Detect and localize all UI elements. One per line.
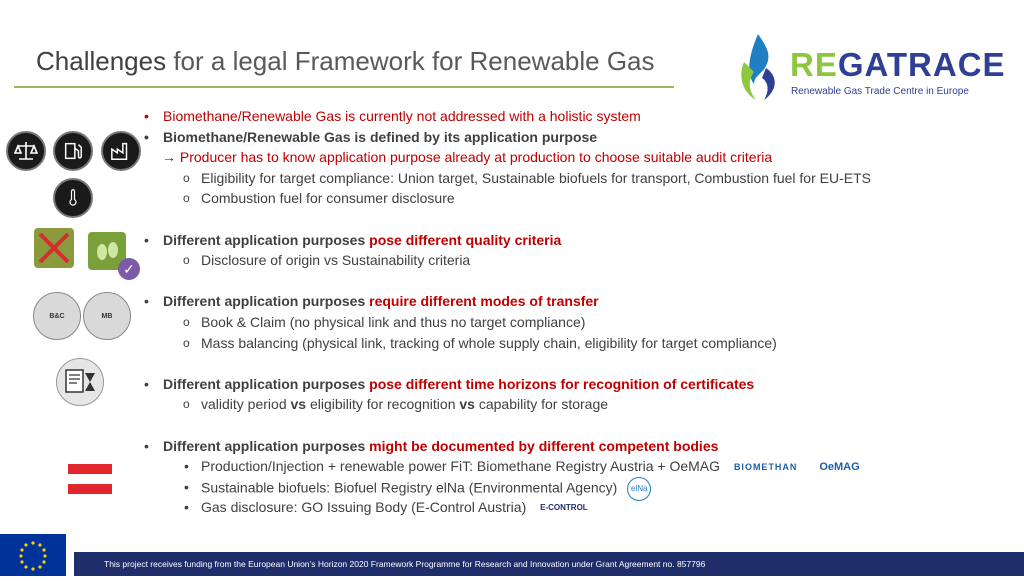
list-item: • Different application purposes require different modes of transfer <box>140 291 1000 312</box>
austria-flag-icon <box>68 464 112 494</box>
checkmark-icon: ✓ <box>118 258 140 280</box>
certificate-hourglass-icon <box>56 358 104 406</box>
book-and-claim-circle: B&C <box>33 292 81 340</box>
list-item: o Disclosure of origin vs Sustainability criteria <box>140 250 1000 271</box>
list-item: o Mass balancing (physical link, tracking of whole supply chain, eligibility for target compliance) <box>140 333 1000 354</box>
list-item: • Different application purposes pose different time horizons for recognition of certificates <box>140 374 1000 395</box>
logo-wordmark: REGATRACE <box>790 46 1006 83</box>
list-item: o Book & Claim (no physical link and thus no target compliance) <box>140 312 1000 333</box>
factory-icon <box>101 131 141 171</box>
list-item: • Different application purposes might be documented by different competent bodies <box>140 436 1000 457</box>
page-title <box>36 46 655 77</box>
list-item: • Different application purposes pose different quality criteria <box>140 230 1000 251</box>
list-item: → Producer has to know application purpose already at production to choose suitable audit criteria <box>162 149 773 166</box>
econtrol-logo: E-CONTROL <box>540 503 588 513</box>
oemag-logo: OeMAG <box>819 461 860 474</box>
list-item: • Gas disclosure: GO Issuing Body (E-Control Austria) E-CONTROL <box>140 497 1000 518</box>
list-item: • Production/Injection + renewable power FiT: Biomethane Registry Austria + OeMAG BIOMETHAN OeMAG <box>140 456 1000 477</box>
title-underline <box>14 86 674 88</box>
flame-icon <box>736 32 786 104</box>
fuel-pump-icon <box>53 131 93 171</box>
title-highlight: Challenges <box>36 46 167 76</box>
scales-icon <box>6 131 46 171</box>
thermometer-icon <box>53 178 93 218</box>
list-item: • Biomethane/Renewable Gas is currently not addressed with a holistic system <box>140 106 1000 127</box>
list-item: • Biomethane/Renewable Gas is defined by its application purpose <box>140 127 1000 148</box>
list-item: • Sustainable biofuels: Biofuel Registry elNa (Environmental Agency) elNa <box>140 477 1000 498</box>
list-item: o Eligibility for target compliance: Union target, Sustainable biofuels for transport, Combustion fuel for EU-ETS <box>140 168 1000 189</box>
mass-balance-circle: MB <box>83 292 131 340</box>
eu-flag-icon <box>0 534 66 576</box>
content-list <box>140 106 1000 518</box>
title-rest: for a legal Framework for Renewable Gas <box>166 46 655 76</box>
regatrace-logo <box>736 32 1006 104</box>
biomethan-logo: BIOMETHAN <box>733 462 798 473</box>
list-item: o Combustion fuel for consumer disclosure <box>140 188 1000 209</box>
list-item: o validity period vs eligibility for recognition vs capability for storage <box>140 394 1000 415</box>
logo-subtitle: Renewable Gas Trade Centre in Europe <box>791 86 969 97</box>
funding-footer: This project receives funding from the European Union’s Horizon 2020 Framework Programme for Research and Innovation under Grant Agreement no. 857796 <box>74 552 1024 576</box>
elna-logo: elNa <box>627 477 651 501</box>
crossed-biomass-icon <box>34 228 74 268</box>
